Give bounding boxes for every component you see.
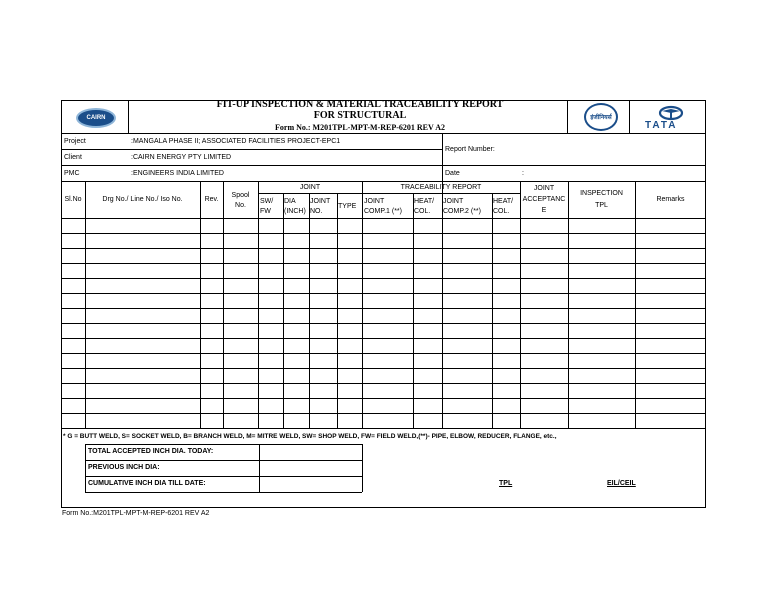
col-comp1-2: COMP.1 (**) [364,208,402,215]
project-value: :MANGALA PHASE II; ASSOCIATED FACILITIES PROJECT-EPC1 [131,138,341,145]
eil-logo-text: इंजीनियर्स [590,115,612,121]
col-dia-1: DIA [284,198,296,205]
col-spool-1: Spool [231,192,250,199]
col-remarks: Remarks [656,196,685,203]
report-title: FIT-UP INSPECTION & MATERIAL TRACEABILITY REPORT [216,99,504,110]
pmc-label: PMC [64,170,80,177]
tpl-signature: TPL [499,480,513,487]
date-colon: : [522,170,524,177]
tata-logo-text: TATA [645,120,678,131]
col-sw-2: FW [260,208,271,215]
col-heat1-2: COL. [414,208,431,215]
col-accept-3: E [541,207,547,214]
col-drg-no: Drg No./ Line No./ Iso No. [102,196,183,203]
project-label: Project [64,138,86,145]
col-trace-group: TRACEABILITY REPORT [400,184,482,191]
col-sw-1: SW/ [260,198,274,205]
form-number-bottom: Form No.:M201TPL-MPT-M-REP-6201 REV A2 [62,510,210,517]
total-accepted-label: TOTAL ACCEPTED INCH DIA. TODAY: [88,448,214,455]
col-inspection-1: INSPECTION [580,190,623,197]
col-comp1-1: JOINT [364,198,385,205]
col-accept-1: JOINT [533,185,555,192]
eil-signature: EIL/CEIL [607,480,636,487]
col-type: TYPE [338,203,357,210]
col-inspection-2: TPL [595,202,608,209]
previous-label: PREVIOUS INCH DIA: [88,464,160,471]
form-number: Form No.: M201TPL-MPT-M-REP-6201 REV A2 [275,123,445,132]
col-comp2-1: JOINT [443,198,464,205]
col-joint-no-1: JOINT [310,198,331,205]
col-joint-no-2: NO. [310,208,323,215]
pmc-value: :ENGINEERS INDIA LIMITED [131,170,224,177]
col-dia-2: (INCH) [284,208,306,215]
client-label: Client [64,154,82,161]
col-comp2-2: COMP.2 (**) [443,208,481,215]
col-accept-2: ACCEPTANC [522,196,566,203]
client-value: :CAIRN ENERGY PTY LIMITED [131,154,232,161]
report-number-label: Report Number: [445,146,495,153]
date-label: Date [445,170,460,177]
footer-note: * G = BUTT WELD, S= SOCKET WELD, B= BRANCH WELD, M= MITRE WELD, SW= SHOP WELD, FW= FIELD WELD,(**)- PIPE, ELBOW, REDUCER, FLANGE, etc., [63,433,557,440]
cumulative-label: CUMULATIVE INCH DIA TILL DATE: [88,480,206,487]
report-subtitle: FOR STRUCTURAL [313,110,407,121]
col-heat2-2: COL. [493,208,510,215]
col-joint-group: JOINT [299,184,321,191]
col-spool-2: No. [235,202,246,209]
col-rev: Rev. [204,196,219,203]
col-heat2-1: HEAT/ [493,198,514,205]
col-sl-no: Sl.No [64,196,82,203]
cairn-logo-text: CAIRN [86,115,106,121]
col-heat1-1: HEAT/ [414,198,435,205]
